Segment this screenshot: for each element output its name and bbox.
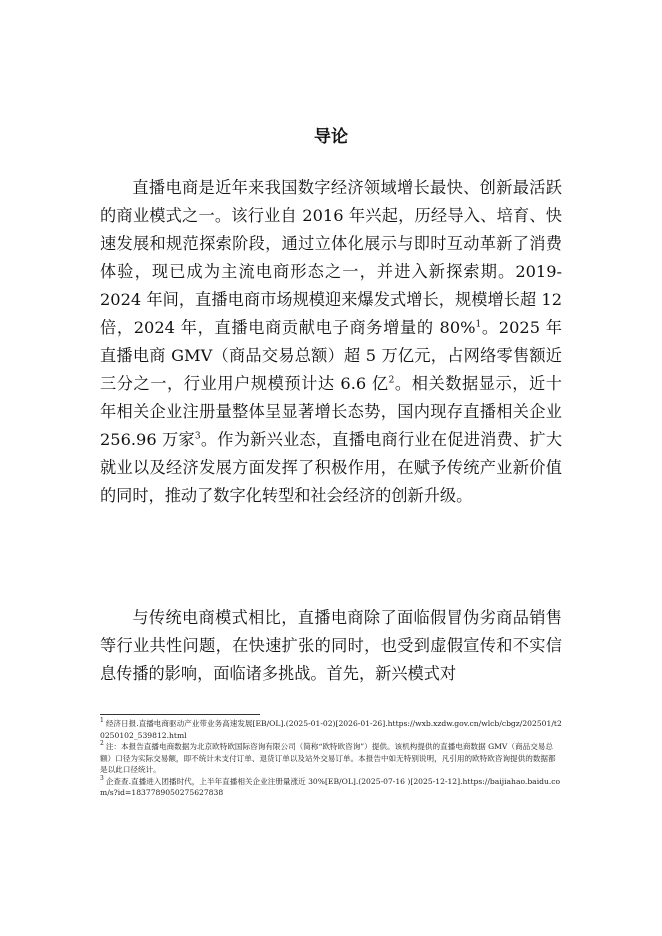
paragraph-1-text-1: 直播电商是近年来我国数字经济领域增长最快、创新最活跃的商业模式之一。该行业自 2016 年兴起，历经导入、培育、快速发展和规范探索阶段，通过立体化展示与即时互动革新了消费体验，现已成为主流电商形态之一，并进入新探索期。2019-2024 年间，直播电商市场规模迎来爆发式增长，规模增长超 12 倍，2024 年，直播电商贡献电子商务增量的 80%: [100, 178, 562, 337]
footnote-item: [100, 718, 562, 741]
footnote-ref-2[interactable]: 2: [388, 375, 395, 386]
footnote-divider: [100, 714, 260, 715]
paragraph-1-text-3: 。相关数据显示，近十年相关企业注册量整体呈显著增长态势，国内现存直播相关企业 256.96 万家: [100, 374, 562, 449]
footnote-item: [100, 776, 562, 799]
paragraph-1-text-4: 。作为新兴业态，直播电商行业在促进消费、扩大就业以及经济发展方面发挥了积极作用，在赋予传统产业新价值的同时，推动了数字化转型和社会经济的创新升级。: [100, 430, 563, 505]
paragraph-2-text-1: 与传统电商模式相比，直播电商除了面临假冒伪劣商品销售等行业共性问题，在快速扩张的同时，也受到虚假宣传和不实信息传播的影响，面临诸多挑战。首先，新兴模式对: [100, 608, 562, 683]
footnote-text: 企查查.直播进入团播时代，上半年直播相关企业注册量涨近 30%[EB/OL].(2025-07-16 )[2025-12-12].https://baijiahao.baidu.com/s?id=1837789050275627838: [100, 776, 561, 797]
footnote-mark: 3: [100, 774, 104, 782]
footnote-text: 注：本报告直播电商数据为北京欧特欧国际咨询有限公司（简称“欧特欧咨询”）提供。该机构提供的直播电商数据 GMV（商品交易总额）口径为实际交易额，即不统计未支付订单、退货订单以及站外交易订单。本报告中如无特别说明，凡引用的欧特欧咨询提供的数据都是以此口径统计。: [100, 742, 556, 774]
footnote-list: [100, 718, 562, 799]
footnote-mark: 2: [100, 740, 104, 748]
paragraph-1: [100, 174, 562, 510]
footnote-mark: 1: [100, 717, 104, 725]
footnote-text: 经济日报.直播电商驱动产业带业务高速发展[EB/OL].(2025-01-02)[2026-01-26].https://wxb.xzdw.gov.cn/wlcb/cbgz/202501/t20250102_539812.html: [100, 719, 562, 740]
footnote-ref-3[interactable]: 3: [194, 431, 201, 442]
footnote-item: [100, 741, 562, 776]
paragraph-1-text-2: 。2025 年直播电商 GMV（商品交易总额）超 5 万亿元，占网络零售额近三分之一，行业用户规模预计达 6.6 亿: [100, 318, 562, 393]
paragraph-2: [100, 604, 562, 688]
footnote-ref-1[interactable]: 1: [475, 319, 482, 330]
page-title: 导论: [314, 127, 348, 147]
